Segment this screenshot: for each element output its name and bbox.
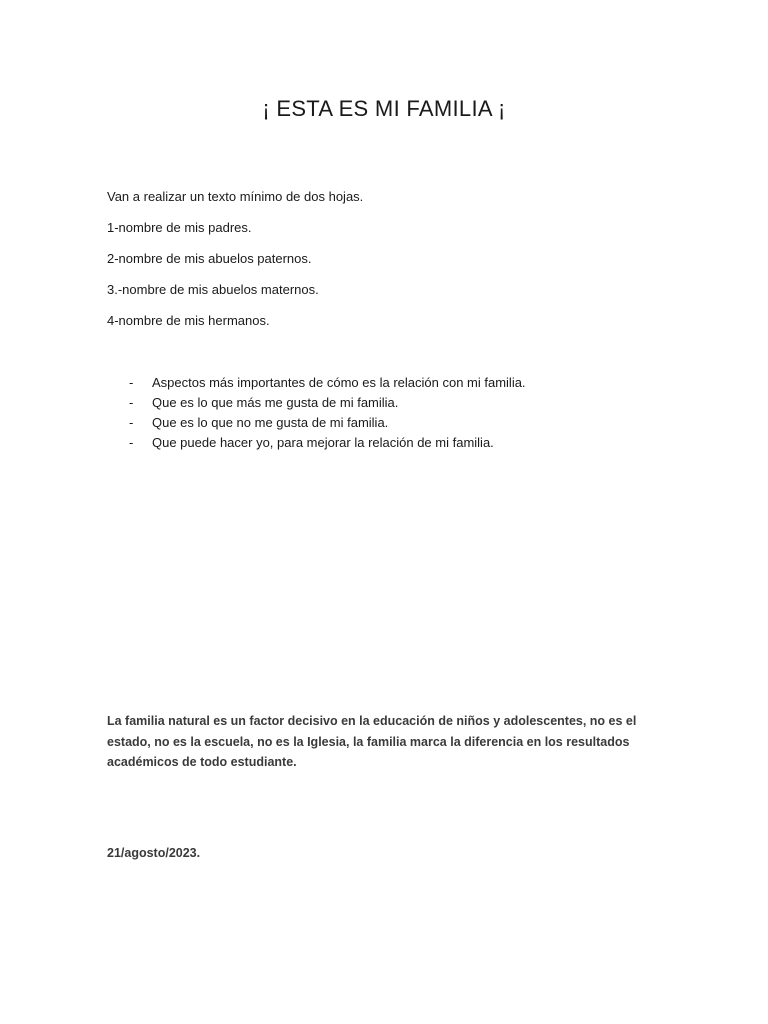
dash-bullet-marker: - — [129, 415, 134, 430]
bullet-text: Que es lo que no me gusta de mi familia. — [152, 415, 389, 430]
dash-bullet-marker: - — [129, 395, 134, 410]
bullet-text: Que puede hacer yo, para mejorar la relación de mi familia. — [152, 435, 494, 450]
dash-bullet-marker: - — [129, 375, 134, 390]
bullet-text: Que es lo que más me gusta de mi familia. — [152, 395, 399, 410]
page-title: ¡ ESTA ES MI FAMILIA ¡ — [262, 96, 506, 121]
bullet-item — [129, 434, 526, 454]
bullet-item — [129, 394, 526, 414]
bullet-item — [129, 414, 526, 434]
bullet-text: Aspectos más importantes de cómo es la relación con mi familia. — [152, 375, 526, 390]
aspects-bullet-list — [129, 374, 526, 454]
document-date: 21/agosto/2023. — [107, 846, 201, 860]
instruction-line: 2-nombre de mis abuelos paternos. — [107, 251, 312, 266]
instruction-line: Van a realizar un texto mínimo de dos hojas. — [107, 189, 364, 204]
instruction-line: 1-nombre de mis padres. — [107, 220, 252, 235]
dash-bullet-marker: - — [129, 435, 134, 450]
instructions-list — [107, 188, 363, 343]
bullet-item — [129, 374, 526, 394]
instruction-line: 4-nombre de mis hermanos. — [107, 313, 270, 328]
family-statement-paragraph: La familia natural es un factor decisivo en la educación de niños y adolescentes, no es el estado, no es la escuela, no es la Iglesia, la familia marca la diferencia en los resultados académicos de todo estudiante. — [107, 714, 637, 769]
instruction-line: 3.-nombre de mis abuelos maternos. — [107, 282, 319, 297]
